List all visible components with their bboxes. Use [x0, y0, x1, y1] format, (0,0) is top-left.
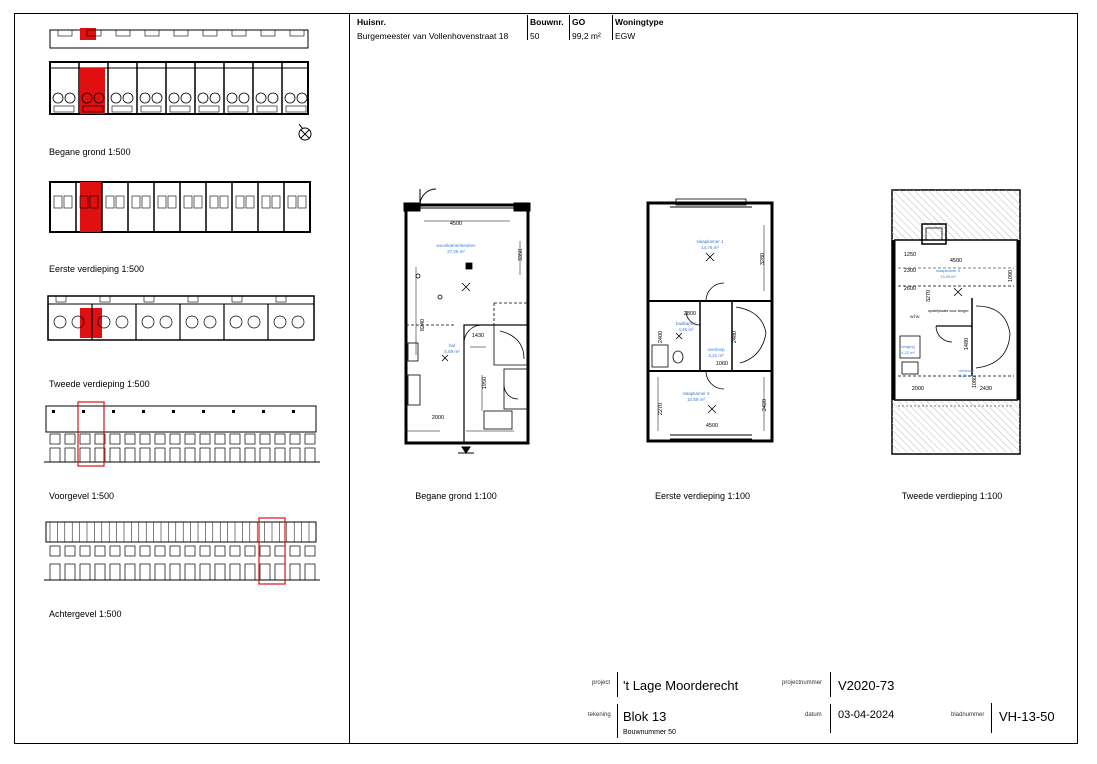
dim-label: 1090	[1008, 269, 1014, 283]
header-sep	[527, 15, 528, 40]
header-go-value: 99,2 m²	[572, 31, 601, 41]
room-name: berging	[901, 344, 915, 349]
floorplan-second-caption: Tweede verdieping 1:100	[901, 491, 1003, 501]
room-area: 5,59 m²	[444, 349, 460, 354]
datum-label: datum	[805, 712, 822, 718]
dim-label: 2000	[911, 386, 925, 392]
room-area: 27,26 m²	[447, 249, 465, 254]
datum-value: 03-04-2024	[838, 709, 895, 721]
dim-label: 4500	[705, 423, 719, 429]
bladnummer-label: bladnummer	[951, 712, 985, 718]
header-sep	[569, 15, 570, 40]
room-name: slaapkamer 1	[696, 239, 724, 244]
room-name: badkamer	[675, 321, 697, 326]
dim-label: 1060	[715, 361, 729, 367]
header-go-label: GO	[572, 17, 586, 27]
projectnummer-value: V2020-73	[838, 678, 895, 693]
dim-label: 2400	[658, 330, 664, 344]
dim-label: 1250	[903, 252, 917, 258]
title-block-sep	[830, 672, 831, 697]
keyplan-front-facade-drawing	[40, 396, 324, 472]
header-huisnr-label: Huisnr.	[357, 17, 386, 27]
plan-note: WTW	[910, 315, 920, 319]
room-name: overloop	[958, 368, 974, 373]
sheet-divider	[349, 13, 350, 744]
header-bouwnr-value: 50	[530, 31, 540, 41]
dim-label: 1430	[471, 333, 485, 339]
plan-note: opstelplaats voor droger	[928, 309, 969, 313]
tekening-sub: Bouwnummer 50	[623, 729, 676, 736]
keyplan-second-label: Tweede verdieping 1:500	[49, 379, 150, 389]
room-area: 3,21 m²	[708, 353, 724, 358]
dim-label: 3280	[760, 252, 766, 266]
dim-label: 2420	[762, 398, 768, 412]
dim-label: 2600	[903, 286, 917, 292]
room-area: 4,22 m²	[901, 350, 915, 355]
header-huisnr-value: Burgemeester van Vollenhovenstraat 18	[357, 31, 509, 41]
keyplan-first-drawing	[40, 176, 320, 236]
header-sep	[612, 15, 613, 40]
dim-label: 2480	[732, 330, 738, 344]
dim-label: 2270	[658, 402, 664, 416]
title-block-sep	[617, 672, 618, 697]
projectnummer-label: projectnummer	[782, 680, 823, 686]
dim-label: 2800	[683, 311, 697, 317]
keyplan-first-label: Eerste verdieping 1:500	[49, 264, 145, 274]
keyplan-ground-label: Begane grond 1:500	[49, 147, 131, 157]
keyplan-rear-facade-drawing	[40, 514, 324, 590]
room-area: 13,49 m²	[940, 274, 956, 279]
keyplan-second-drawing	[40, 290, 320, 350]
dim-label: 3270	[926, 289, 932, 303]
header-woningtype-value: EGW	[615, 31, 636, 41]
dim-label: 1950	[482, 376, 488, 390]
room-name: slaapkamer 3	[935, 268, 961, 273]
room-area: 4,46 m²	[678, 327, 694, 332]
dim-label: 2300	[903, 268, 917, 274]
room-area: 14,76 m²	[701, 245, 719, 250]
floorplan-first-caption: Eerste verdieping 1:100	[654, 491, 751, 501]
dim-label: 3350	[518, 248, 524, 262]
room-name: slaapkamer 2	[682, 391, 710, 396]
project-label: project	[592, 680, 611, 686]
keyplan-front-facade-label: Voorgevel 1:500	[49, 491, 115, 501]
dim-label: 8240	[420, 318, 426, 332]
dim-label: 1480	[964, 337, 970, 351]
tekening-value: Blok 13	[623, 709, 667, 724]
project-name: 't Lage Moorderecht	[623, 678, 739, 693]
dim-label: 1080	[972, 375, 978, 389]
dim-label: 4500	[949, 258, 963, 264]
keyplan-ground-drawing	[40, 22, 320, 142]
title-block-sep	[991, 703, 992, 733]
header-woningtype-label: Woningtype	[615, 17, 664, 27]
room-area: 5,29 m²	[959, 373, 973, 378]
dim-label: 4500	[449, 221, 463, 227]
room-area: 10,59 m²	[687, 397, 705, 402]
floorplan-ground-caption: Begane grond 1:100	[415, 491, 497, 501]
header-bouwnr-label: Bouwnr.	[530, 17, 564, 27]
floorplan-ground-drawing	[396, 185, 546, 460]
room-name: woonkamer/keuken	[436, 243, 476, 248]
floorplan-second-drawing	[888, 186, 1028, 456]
keyplan-rear-facade-label: Achtergevel 1:500	[49, 609, 122, 619]
title-block-sep	[830, 704, 831, 733]
room-name: hal	[448, 343, 456, 348]
room-name: overloop	[707, 347, 725, 352]
title-block-sep	[617, 704, 618, 738]
dim-label: 2000	[431, 415, 445, 421]
tekening-label: tekening	[588, 712, 611, 718]
floorplan-first-drawing	[640, 195, 790, 450]
bladnummer-value: VH-13-50	[999, 709, 1055, 724]
dim-label: 2430	[979, 386, 993, 392]
